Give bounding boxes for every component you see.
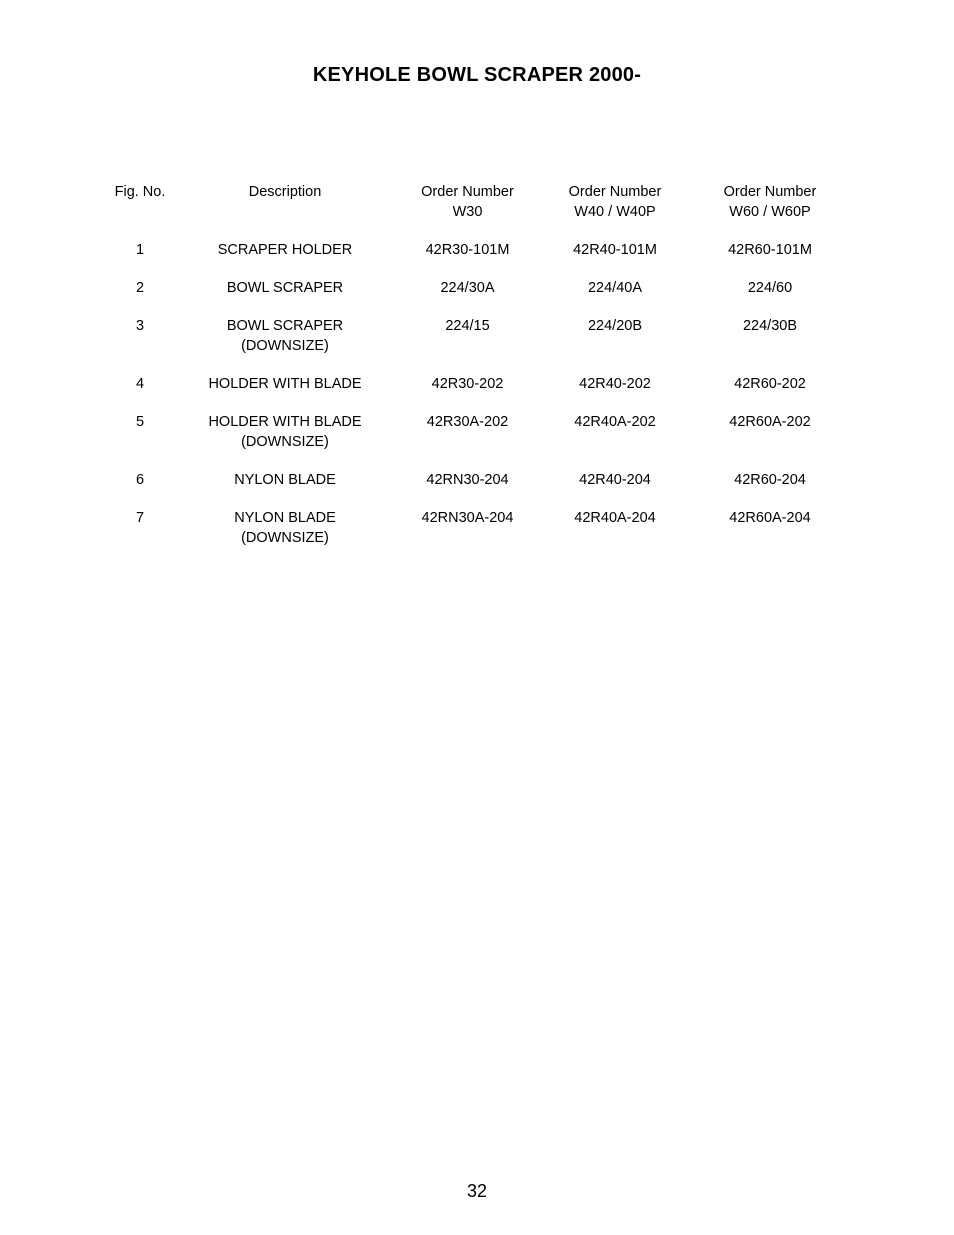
description-line-2: (DOWNSIZE): [241, 433, 329, 450]
part-description: [190, 279, 380, 299]
order-number-w40: 42R40-101M: [573, 242, 657, 258]
order-number-w30: 42RN30A-204: [421, 510, 514, 526]
table-row: [90, 413, 865, 471]
parts-table: [90, 183, 865, 567]
table-row: [90, 509, 865, 567]
part-description: [190, 413, 380, 452]
description-line: BOWL SCRAPER: [226, 280, 344, 296]
order-number-w30: 42R30-101M: [425, 242, 510, 258]
table-header-row: [90, 183, 865, 241]
part-description: [190, 375, 380, 395]
header-order-w40-line2: W40 / W40P: [574, 203, 656, 220]
order-number-w60: 42R60-204: [734, 472, 806, 488]
part-description: [190, 471, 380, 491]
fig-number: 2: [135, 280, 145, 296]
table-row: [90, 375, 865, 413]
page-title: KEYHOLE BOWL SCRAPER 2000-: [312, 64, 642, 86]
header-order-w60: [675, 183, 865, 222]
fig-number: 1: [135, 242, 145, 258]
header-description: Description: [248, 184, 322, 200]
order-number-w40: 42R40-202: [579, 376, 651, 392]
description-line: BOWL SCRAPER: [226, 318, 344, 334]
header-fig-no: Fig. No.: [114, 184, 166, 200]
order-number-w40: 42R40-204: [579, 472, 651, 488]
part-description: [190, 317, 380, 356]
order-number-w40: 224/20B: [587, 318, 643, 334]
fig-number: 3: [135, 318, 145, 334]
table-row: [90, 279, 865, 317]
fig-number: 4: [135, 376, 145, 392]
description-line: HOLDER WITH BLADE: [208, 376, 362, 392]
fig-number: 7: [135, 510, 145, 526]
description-line: SCRAPER HOLDER: [217, 242, 353, 258]
table-row: [90, 241, 865, 279]
order-number-w30: 224/30A: [440, 280, 495, 296]
order-number-w30: 42R30A-202: [426, 414, 509, 430]
order-number-w60: 42R60-202: [734, 376, 806, 392]
header-order-w30-line1: Order Number: [421, 184, 514, 200]
description-line: NYLON BLADE: [234, 510, 336, 526]
order-number-w30: 42RN30-204: [426, 472, 509, 488]
order-number-w40: 224/40A: [587, 280, 643, 296]
header-order-w30: [380, 183, 555, 222]
table-row: [90, 471, 865, 509]
header-order-w40-line1: Order Number: [568, 184, 662, 200]
order-number-w60: 224/60: [747, 280, 793, 296]
order-number-w60: 42R60-101M: [728, 242, 812, 258]
header-order-w30-line2: W30: [452, 203, 483, 220]
description-line-2: (DOWNSIZE): [241, 529, 329, 546]
header-order-w60-line2: W60 / W60P: [729, 203, 811, 220]
order-number-w60: 42R60A-202: [729, 414, 811, 430]
order-number-w30: 224/15: [445, 318, 490, 334]
fig-number: 6: [135, 472, 145, 488]
part-description: [190, 241, 380, 261]
order-number-w60: 224/30B: [742, 318, 798, 334]
order-number-w30: 42R30-202: [431, 376, 504, 392]
header-order-w40: [555, 183, 675, 222]
table-row: [90, 317, 865, 375]
description-line-2: (DOWNSIZE): [241, 337, 329, 354]
page-number: 32: [466, 1181, 488, 1201]
part-description: [190, 509, 380, 548]
order-number-w40: 42R40A-204: [574, 510, 656, 526]
description-line: HOLDER WITH BLADE: [208, 414, 362, 430]
fig-number: 5: [135, 414, 145, 430]
header-order-w60-line1: Order Number: [723, 184, 817, 200]
description-line: NYLON BLADE: [234, 472, 336, 488]
order-number-w60: 42R60A-204: [729, 510, 811, 526]
order-number-w40: 42R40A-202: [574, 414, 656, 430]
